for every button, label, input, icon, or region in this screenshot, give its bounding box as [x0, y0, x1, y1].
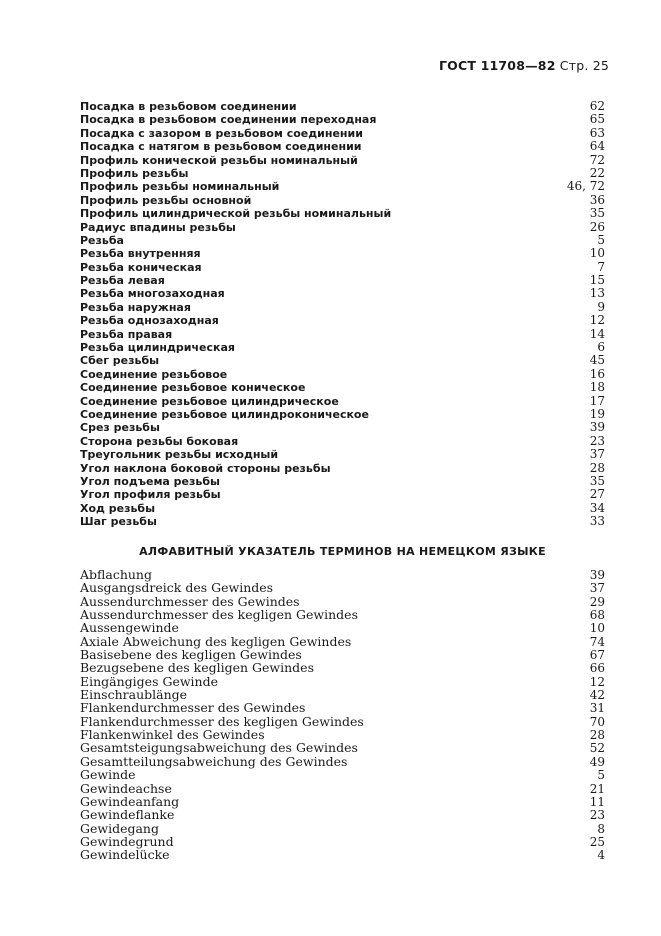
- index-term: Резьба однозаходная: [80, 314, 219, 328]
- index-term: Соединение резьбовое цилиндроконическое: [80, 407, 369, 421]
- index-term: Резьба цилиндрическая: [80, 341, 235, 355]
- index-page-ref: 22: [589, 165, 605, 180]
- index-page-ref: 25: [589, 834, 605, 849]
- index-page-ref: 27: [589, 487, 605, 502]
- index-entry: [80, 207, 605, 220]
- index-page-ref: 17: [589, 393, 605, 408]
- index-term: Профиль резьбы основной: [80, 193, 252, 207]
- index-entry: [80, 154, 605, 167]
- index-entry: [80, 247, 605, 260]
- index-page-ref: 5: [597, 232, 605, 247]
- index-page-ref: 19: [589, 406, 605, 421]
- standard-number: ГОСТ 11708—82: [438, 58, 556, 73]
- index-term: Посадка в резьбовом соединении переходная: [80, 113, 377, 127]
- index-term: Посадка с зазором в резьбовом соединении: [80, 126, 363, 140]
- index-entry: [80, 635, 605, 648]
- index-page-ref: 74: [589, 634, 605, 649]
- index-term: Резьба наружная: [80, 300, 191, 314]
- index-term: Gewindegrund: [80, 833, 174, 849]
- index-term: Axiale Abweichung des kegligen Gewindes: [80, 633, 352, 649]
- index-term: Резьба правая: [80, 327, 173, 341]
- index-page-ref: 49: [589, 754, 605, 769]
- index-page-ref: 63: [589, 125, 605, 140]
- index-term: Gesamtsteigungsabweichung des Gewindes: [80, 740, 358, 756]
- index-term: Радиус впадины резьбы: [80, 220, 236, 234]
- index-entry: [80, 127, 605, 140]
- index-term: Профиль цилиндрической резьбы номинальный: [80, 207, 392, 221]
- index-term: Профиль резьбы номинальный: [80, 180, 280, 194]
- index-page-ref: 12: [589, 313, 605, 328]
- index-term: Резьба внутренняя: [80, 247, 201, 261]
- index-page-ref: 14: [589, 326, 605, 341]
- index-page-ref: 23: [589, 808, 605, 823]
- index-entry: [80, 140, 605, 153]
- index-entry: [80, 408, 605, 421]
- index-page-ref: 33: [589, 514, 605, 529]
- index-entry: [80, 782, 605, 795]
- index-entry: [80, 822, 605, 835]
- index-entry: [80, 287, 605, 300]
- index-entry: [80, 701, 605, 714]
- index-page-ref: 6: [597, 340, 605, 355]
- index-page-ref: 37: [589, 581, 605, 596]
- index-term: Flankenwinkel des Gewindes: [80, 727, 265, 743]
- index-entry: [80, 502, 605, 515]
- index-page-ref: 18: [589, 380, 605, 395]
- index-page-ref: 70: [589, 714, 605, 729]
- index-entry: [80, 515, 605, 528]
- index-entry: [80, 234, 605, 247]
- index-page-ref: 29: [589, 594, 605, 609]
- index-page-ref: 7: [597, 259, 605, 274]
- index-entry: [80, 167, 605, 180]
- index-term: Резьба левая: [80, 274, 165, 288]
- index-entry: [80, 395, 605, 408]
- index-page-ref: 13: [589, 286, 605, 301]
- index-entry: [80, 608, 605, 621]
- index-term: Посадка в резьбовом соединении: [80, 100, 297, 113]
- index-page-ref: 21: [589, 781, 605, 796]
- index-entry: [80, 648, 605, 661]
- index-term: Ход резьбы: [80, 501, 156, 515]
- index-page-ref: 62: [589, 99, 605, 113]
- index-page-ref: 10: [589, 246, 605, 261]
- index-term: Flankendurchmesser des kegligen Gewindes: [80, 713, 364, 729]
- index-entry: [80, 728, 605, 741]
- index-term: Угол наклона боковой стороны резьбы: [80, 461, 331, 475]
- index-page-ref: 64: [589, 139, 605, 154]
- index-term: Ausgangsdreick des Gewindes: [80, 580, 274, 596]
- index-entry: [80, 688, 605, 701]
- index-entry: [80, 581, 605, 594]
- index-page-ref: 10: [589, 621, 605, 636]
- index-term: Gesamtteilungsabweichung des Gewindes: [80, 753, 348, 769]
- index-term: Aussendurchmesser des kegligen Gewindes: [80, 607, 358, 623]
- index-term: Угол профиля резьбы: [80, 488, 221, 502]
- index-page-ref: 39: [589, 420, 605, 435]
- index-entry: [80, 675, 605, 688]
- index-page-ref: 35: [589, 206, 605, 221]
- index-entry: [80, 755, 605, 768]
- index-entry: [80, 328, 605, 341]
- index-entry: [80, 808, 605, 821]
- index-term: Соединение резьбовое: [80, 367, 228, 381]
- index-page-ref: 8: [597, 821, 605, 836]
- index-page-ref: 72: [589, 152, 605, 167]
- index-entry: [80, 715, 605, 728]
- index-page-ref: 9: [597, 299, 605, 314]
- index-term: Gewinde: [80, 767, 136, 783]
- index-page-ref: 68: [589, 608, 605, 623]
- index-page-ref: 67: [589, 648, 605, 663]
- index-page-ref: 42: [589, 688, 605, 703]
- index-term: Профиль конической резьбы номинальный: [80, 153, 358, 167]
- index-term: Посадка с натягом в резьбовом соединении: [80, 140, 362, 154]
- page-number: Стр. 25: [559, 58, 609, 73]
- index-entry: [80, 261, 605, 274]
- index-entry: [80, 848, 605, 861]
- index-term: Aussendurchmesser des Gewindes: [80, 593, 300, 609]
- index-term: Профиль резьбы: [80, 166, 189, 180]
- index-page-ref: 66: [589, 661, 605, 676]
- index-page-ref: 39: [589, 568, 605, 582]
- index-entry: [80, 100, 605, 113]
- index-page-ref: 45: [589, 353, 605, 368]
- index-entry: [80, 661, 605, 674]
- index-entry: [80, 194, 605, 207]
- index-term: Einschraublänge: [80, 687, 188, 703]
- index-page-ref: 35: [589, 473, 605, 488]
- index-page-ref: 65: [589, 112, 605, 127]
- german-term-index: [80, 568, 605, 862]
- index-term: Сбег резьбы: [80, 354, 160, 368]
- index-entry: [80, 835, 605, 848]
- index-page-ref: 26: [589, 219, 605, 234]
- index-page-ref: 36: [589, 192, 605, 207]
- index-entry: [80, 113, 605, 126]
- index-term: Gewindeachse: [80, 780, 172, 796]
- index-entry: [80, 621, 605, 634]
- russian-term-index: [80, 100, 605, 529]
- index-page-ref: 15: [589, 273, 605, 288]
- index-page-ref: 34: [589, 500, 605, 515]
- index-entry: [80, 180, 605, 193]
- index-term: Gewindeflanke: [80, 807, 175, 823]
- index-page-ref: 12: [589, 674, 605, 689]
- index-term: Соединение резьбовое цилиндрическое: [80, 394, 339, 408]
- index-entry: [80, 488, 605, 501]
- german-index-title: АЛФАВИТНЫЙ УКАЗАТЕЛЬ ТЕРМИНОВ НА НЕМЕЦКОМ ЯЗЫКЕ: [139, 545, 546, 558]
- index-page-ref: 11: [589, 794, 605, 809]
- index-page-ref: 31: [589, 701, 605, 716]
- index-term: Aussengewinde: [80, 620, 179, 636]
- index-entry: [80, 795, 605, 808]
- index-entry: [80, 381, 605, 394]
- index-term: Gewindelücke: [80, 847, 170, 863]
- index-page-ref: 28: [589, 460, 605, 475]
- index-page-ref: 16: [589, 366, 605, 381]
- index-entry: [80, 595, 605, 608]
- index-entry: [80, 421, 605, 434]
- index-page-ref: 28: [589, 728, 605, 743]
- page-header: [439, 58, 609, 73]
- index-term: Угол подъема резьбы: [80, 474, 220, 488]
- index-entry: [80, 301, 605, 314]
- index-term: Bezugsebene des kegligen Gewindes: [80, 660, 314, 676]
- index-page-ref: 52: [589, 741, 605, 756]
- index-term: Шаг резьбы: [80, 515, 157, 529]
- index-term: Резьба: [80, 233, 124, 247]
- index-entry: [80, 462, 605, 475]
- index-term: Gewidegang: [80, 820, 159, 836]
- index-term: Сторона резьбы боковая: [80, 434, 239, 448]
- index-term: Gewindeanfang: [80, 793, 180, 809]
- index-term: Basisebene des kegligen Gewindes: [80, 647, 302, 663]
- index-term: Треугольник резьбы исходный: [80, 448, 279, 462]
- index-term: Eingängiges Gewinde: [80, 673, 218, 689]
- index-entry: [80, 341, 605, 354]
- index-page-ref: 37: [589, 447, 605, 462]
- index-term: Срез резьбы: [80, 421, 160, 435]
- index-entry: [80, 221, 605, 234]
- index-entry: [80, 354, 605, 367]
- index-page-ref: 23: [589, 433, 605, 448]
- index-term: Резьба многозаходная: [80, 287, 225, 301]
- index-entry: [80, 435, 605, 448]
- index-entry: [80, 475, 605, 488]
- index-page-ref: 4: [597, 848, 605, 863]
- index-term: Резьба коническая: [80, 260, 202, 274]
- index-term: Flankendurchmesser des Gewindes: [80, 700, 306, 716]
- index-term: Abflachung: [80, 567, 152, 582]
- index-entry: [80, 274, 605, 287]
- index-entry: [80, 368, 605, 381]
- index-entry: [80, 448, 605, 461]
- index-entry: [80, 741, 605, 754]
- index-entry: [80, 768, 605, 781]
- index-page-ref: 46, 72: [566, 179, 605, 194]
- index-entry: [80, 568, 605, 581]
- index-entry: [80, 314, 605, 327]
- index-page-ref: 5: [597, 768, 605, 783]
- index-term: Соединение резьбовое коническое: [80, 381, 306, 395]
